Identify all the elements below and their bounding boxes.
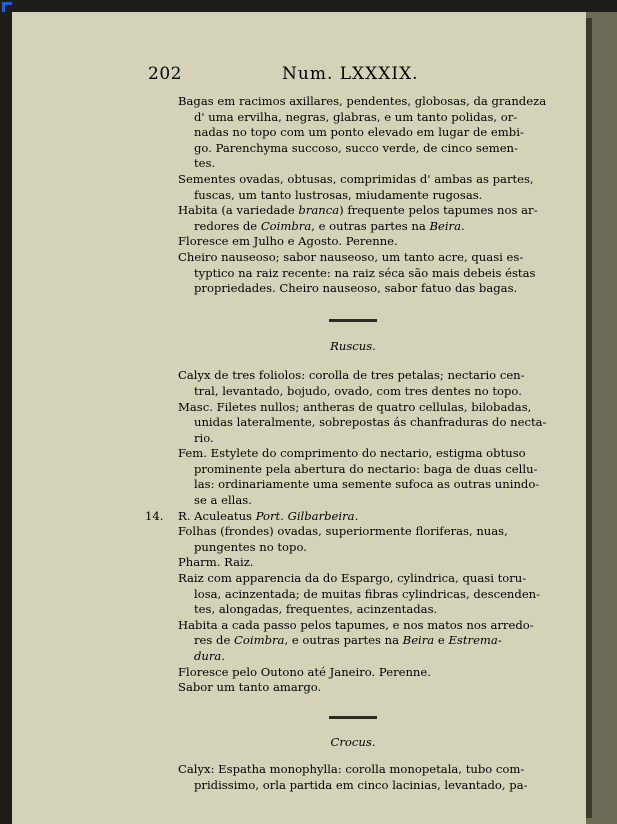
section-title-ruscus: Ruscus. (330, 338, 376, 353)
text-line: tes. (194, 156, 216, 171)
page-body (145, 94, 547, 794)
text-line: Pharm. Raiz. (178, 555, 254, 570)
entry-floresce (178, 234, 528, 250)
text-line: pungentes no topo. (194, 539, 307, 554)
scan-border-left (0, 0, 12, 824)
text-line: redores de Coimbra, e outras partes na Beira. (194, 218, 465, 233)
text-line: typtico na raiz recente: na raiz séca são mais debeis éstas (194, 265, 536, 280)
text-line: tral, levantado, bojudo, ovado, com tres dentes no topo. (194, 383, 522, 398)
genus-crocus (178, 762, 528, 793)
text-line: Raiz com apparencia da do Espargo, cylindrica, quasi toru- (178, 571, 527, 586)
text-line: d' uma ervilha, negras, glabras, e um tanto polidas, or- (194, 109, 518, 124)
text-line: Floresce pelo Outono até Janeiro. Perenne. (178, 664, 431, 679)
scan-border-top (0, 0, 617, 12)
text-line: tes, alongadas, frequentes, acinzentadas. (194, 602, 438, 617)
entry-cheiro (178, 249, 536, 297)
running-title: Num. LXXXIX. (282, 64, 419, 84)
text-line: losa, acinzentada; de muitas fibras cylindricas, descenden- (194, 586, 541, 601)
entry-sementes (178, 171, 534, 203)
text-line: Habita a cada passo pelos tapumes, e nos matos nos arredo- (178, 617, 534, 632)
section-title-crocus: Crocus. (330, 734, 376, 749)
text-line: se a ellas. (194, 493, 252, 508)
text-line: res de Coimbra, e outras partes na Beira e Estrema- (194, 633, 502, 648)
page-number: 202 (148, 64, 182, 84)
text-line: fuscas, um tanto lustrosas, miudamente rugosas. (194, 187, 483, 202)
text-line: unidas lateralmente, sobrepostas ás chanfraduras do necta- (194, 415, 547, 430)
text-line: Calyx: Espatha monophylla: corolla monopetala, tubo com- (178, 762, 525, 777)
text-line: Floresce em Julho e Agosto. Perenne. (178, 234, 398, 249)
text-line: Sabor um tanto amargo. (178, 680, 322, 695)
text-line: go. Parenchyma succoso, succo verde, de cinco semen- (194, 140, 518, 155)
text-line: Fem. Estylete do comprimento do nectario, estigma obtuso (178, 446, 526, 461)
species-number: 14. (145, 508, 164, 523)
page-header (148, 64, 528, 88)
text-line: dura. (194, 649, 226, 663)
text-line: nadas no topo com um ponto elevado em lugar de embi- (194, 125, 524, 140)
species-heading: 14. R. Aculeatus Port. Gilbarbeira. (145, 508, 359, 523)
entry-habita (178, 203, 538, 234)
text-line: rio. (194, 430, 214, 445)
text-line: las: ordinariamente uma semente sufoca as outras unindo- (194, 477, 540, 492)
page-edge-shadow (586, 18, 592, 818)
text-line: propriedades. Cheiro nauseoso, sabor fatuo das bagas. (194, 281, 518, 296)
entry-bagas (178, 94, 547, 172)
text-line: Cheiro nauseoso; sabor nauseoso, um tanto acre, quasi es- (178, 249, 524, 264)
scan-corner-marker (2, 2, 12, 12)
text-line: Folhas (frondes) ovadas, superiormente floriferas, nuas, (178, 524, 508, 539)
text-line: Habita (a variedade branca) frequente pelos tapumes nos ar- (178, 203, 538, 218)
text-line: pridissimo, orla partida em cinco lacinias, levantado, pa- (194, 777, 528, 792)
text-line: Bagas em racimos axillares, pendentes, globosas, da grandeza (178, 94, 547, 108)
text-line: prominente pela abertura do nectario: baga de duas cellu- (194, 461, 538, 476)
text-line: Masc. Filetes nullos; antheras de quatro cellulas, bilobadas, (178, 399, 532, 414)
text-line: Calyx de tres foliolos: corolla de tres petalas; nectario cen- (178, 368, 525, 383)
text-line: Sementes ovadas, obtusas, comprimidas d' ambas as partes, (178, 171, 534, 186)
genus-ruscus (145, 368, 547, 695)
